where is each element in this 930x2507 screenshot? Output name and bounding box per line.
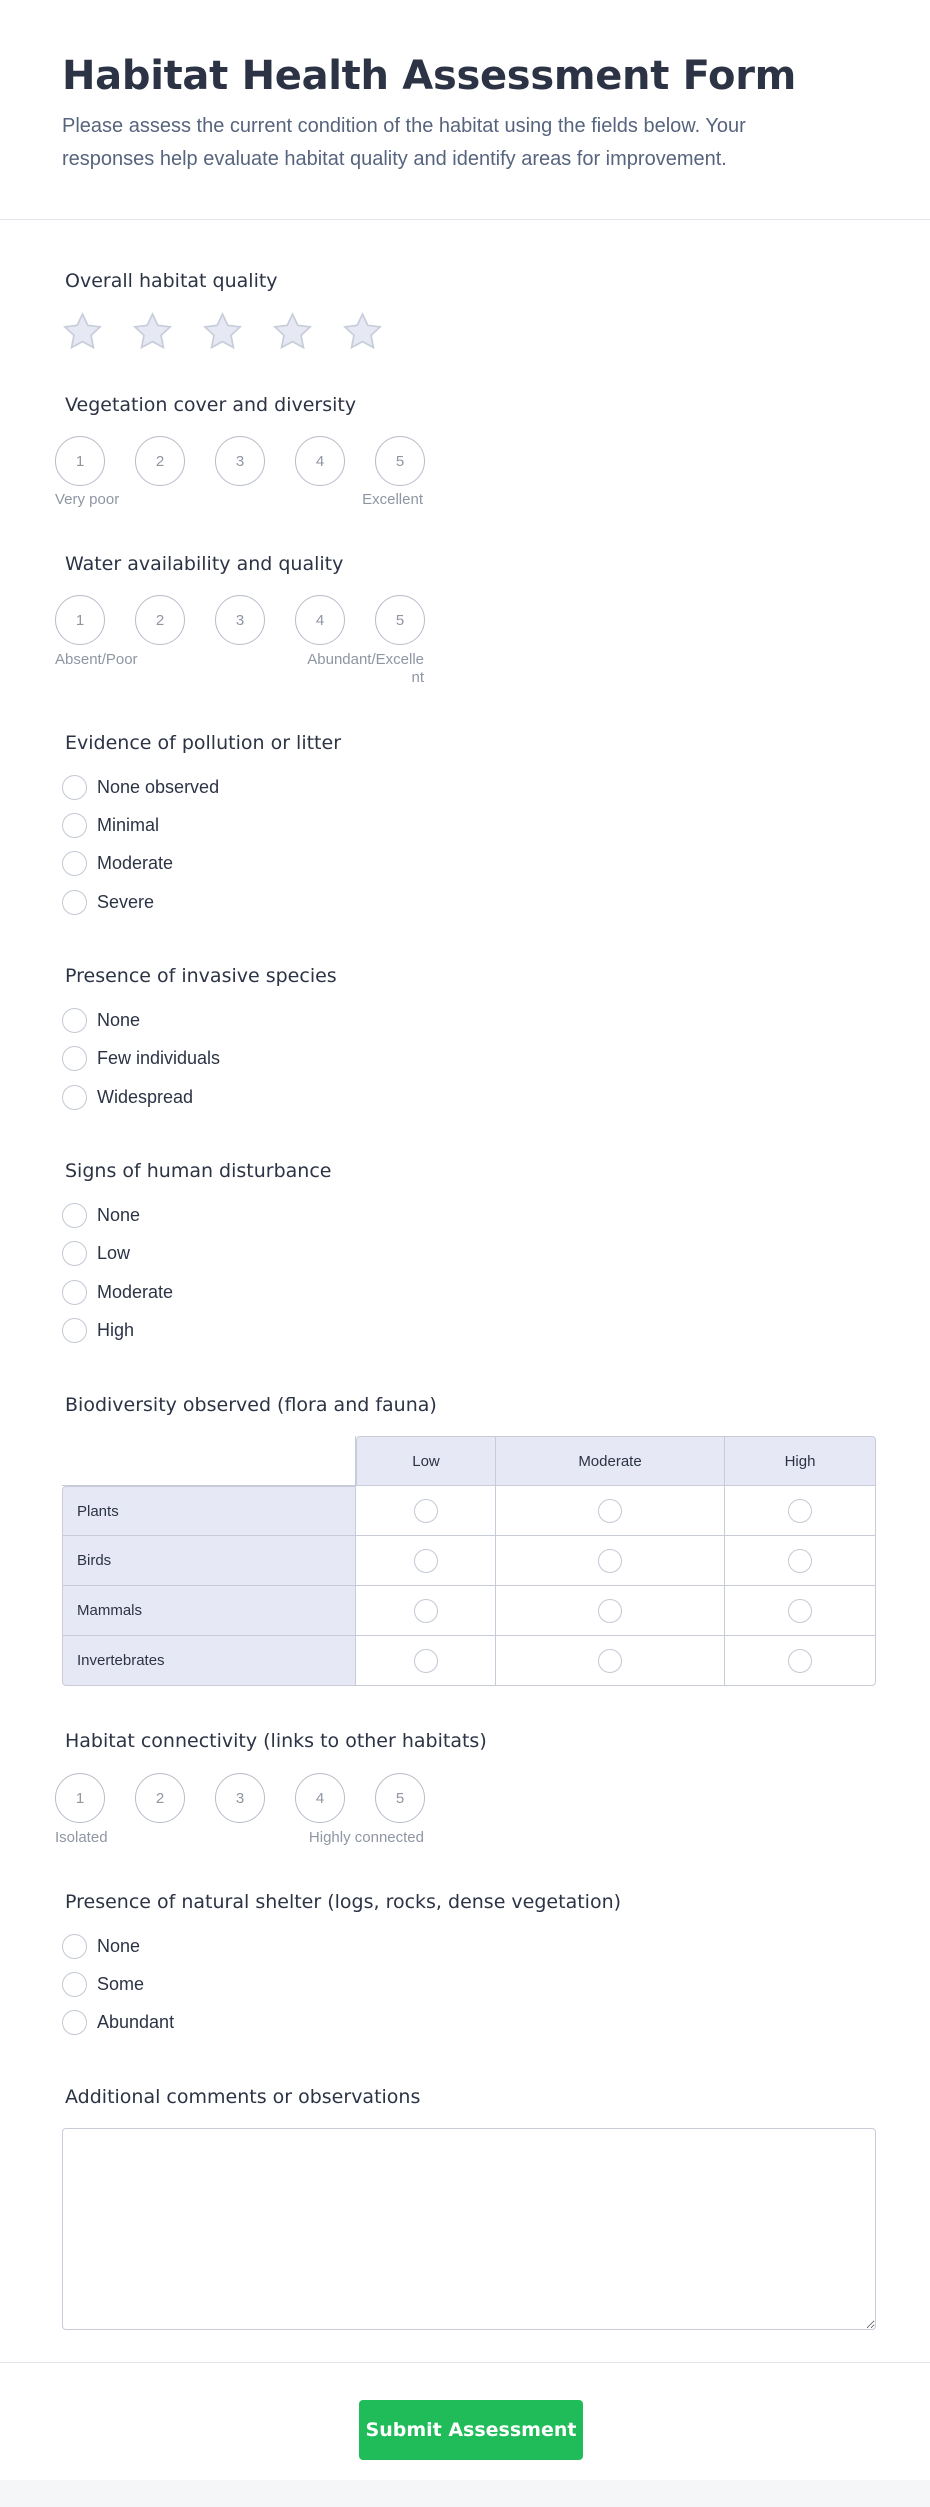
radio-label: None observed bbox=[97, 777, 220, 797]
star-icon[interactable] bbox=[202, 311, 243, 352]
matrix-corner bbox=[62, 1436, 356, 1486]
submit-button[interactable]: Submit Assessment bbox=[359, 2400, 583, 2460]
radio-label: Few individuals bbox=[97, 1048, 221, 1068]
radio-button[interactable] bbox=[62, 1318, 87, 1343]
matrix-radio[interactable] bbox=[414, 1599, 438, 1623]
matrix-radio[interactable] bbox=[788, 1549, 812, 1573]
radio-button[interactable] bbox=[62, 775, 87, 800]
matrix-radio[interactable] bbox=[414, 1549, 438, 1573]
radio-option[interactable] bbox=[62, 1008, 140, 1033]
radio-option[interactable] bbox=[62, 890, 154, 915]
comments-textarea[interactable] bbox=[62, 2128, 876, 2330]
scale-option-3[interactable]: 3 bbox=[215, 595, 265, 645]
matrix-radio[interactable] bbox=[414, 1649, 438, 1673]
radio-label: None bbox=[97, 1010, 141, 1030]
matrix-row bbox=[62, 1486, 876, 1536]
radio-button[interactable] bbox=[62, 1046, 87, 1071]
scale-min-caption: Isolated bbox=[55, 1829, 108, 1846]
radio-option[interactable] bbox=[62, 1972, 144, 1997]
radio-option[interactable] bbox=[62, 851, 173, 876]
radio-label: Widespread bbox=[97, 1087, 194, 1107]
question-label-water: Water availability and quality bbox=[65, 553, 344, 575]
star-rating bbox=[62, 311, 383, 352]
scale-option-1[interactable]: 1 bbox=[55, 436, 105, 486]
radio-button[interactable] bbox=[62, 813, 87, 838]
radio-label: Minimal bbox=[97, 815, 160, 835]
radio-button[interactable] bbox=[62, 1972, 87, 1997]
matrix-row-header: Plants bbox=[62, 1486, 356, 1536]
footer-bar bbox=[0, 2480, 930, 2507]
radio-option[interactable] bbox=[62, 775, 219, 800]
radio-button[interactable] bbox=[62, 2010, 87, 2035]
scale-option-1[interactable]: 1 bbox=[55, 595, 105, 645]
radio-option[interactable] bbox=[62, 1085, 193, 1110]
radio-button[interactable] bbox=[62, 851, 87, 876]
question-label-shelter: Presence of natural shelter (logs, rocks, dense vegetation) bbox=[65, 1891, 622, 1913]
radio-button[interactable] bbox=[62, 1934, 87, 1959]
radio-label: High bbox=[97, 1320, 135, 1340]
radio-label: Severe bbox=[97, 892, 155, 912]
question-label-biodiversity: Biodiversity observed (flora and fauna) bbox=[65, 1394, 437, 1416]
matrix-row-header: Birds bbox=[62, 1536, 356, 1586]
radio-option[interactable] bbox=[62, 1046, 220, 1071]
star-icon[interactable] bbox=[342, 311, 383, 352]
radio-option[interactable] bbox=[62, 1241, 130, 1266]
matrix-row-header: Mammals bbox=[62, 1586, 356, 1636]
radio-label: Moderate bbox=[97, 853, 174, 873]
scale-max-caption: Highly connected bbox=[308, 1829, 424, 1846]
scale-water bbox=[55, 595, 425, 645]
page-subtitle: Please assess the current condition of the habitat using the fields below. Your responses help evaluate habitat quality and identify areas for improvement. bbox=[62, 115, 746, 170]
star-icon[interactable] bbox=[272, 311, 313, 352]
form-header bbox=[0, 0, 930, 220]
matrix-column-header: High bbox=[725, 1436, 876, 1486]
scale-option-2[interactable]: 2 bbox=[135, 1773, 185, 1823]
radio-label: Abundant bbox=[97, 2012, 175, 2032]
scale-option-4[interactable]: 4 bbox=[295, 1773, 345, 1823]
radio-label: None bbox=[97, 1936, 141, 1956]
question-label-invasive: Presence of invasive species bbox=[65, 965, 337, 987]
radio-button[interactable] bbox=[62, 1280, 87, 1305]
question-label-comments: Additional comments or observations bbox=[65, 2086, 421, 2108]
radio-button[interactable] bbox=[62, 1203, 87, 1228]
matrix-radio[interactable] bbox=[598, 1499, 622, 1523]
scale-min-caption: Very poor bbox=[55, 491, 120, 508]
scale-max-caption-wrap: nt bbox=[411, 669, 424, 686]
matrix-radio[interactable] bbox=[788, 1499, 812, 1523]
matrix-column-header: Low bbox=[356, 1436, 496, 1486]
footer-divider bbox=[0, 2362, 930, 2363]
radio-option[interactable] bbox=[62, 1934, 140, 1959]
scale-option-1[interactable]: 1 bbox=[55, 1773, 105, 1823]
scale-option-4[interactable]: 4 bbox=[295, 595, 345, 645]
radio-label: Moderate bbox=[97, 1282, 174, 1302]
matrix-row bbox=[62, 1586, 876, 1636]
radio-label: Some bbox=[97, 1974, 145, 1994]
radio-button[interactable] bbox=[62, 890, 87, 915]
matrix-row bbox=[62, 1636, 876, 1686]
matrix-radio[interactable] bbox=[598, 1599, 622, 1623]
matrix-radio[interactable] bbox=[788, 1599, 812, 1623]
matrix-column-header: Moderate bbox=[496, 1436, 725, 1486]
matrix-row bbox=[62, 1536, 876, 1586]
page-title: Habitat Health Assessment Form bbox=[62, 53, 797, 99]
radio-option[interactable] bbox=[62, 1203, 140, 1228]
question-label-pollution: Evidence of pollution or litter bbox=[65, 732, 342, 754]
radio-option[interactable] bbox=[62, 1280, 173, 1305]
scale-vegetation bbox=[55, 436, 425, 486]
scale-option-2[interactable]: 2 bbox=[135, 436, 185, 486]
radio-button[interactable] bbox=[62, 1085, 87, 1110]
question-label-quality: Overall habitat quality bbox=[65, 270, 278, 292]
scale-option-5[interactable]: 5 bbox=[375, 436, 425, 486]
scale-option-5[interactable]: 5 bbox=[375, 1773, 425, 1823]
scale-max-caption: Abundant/Excelle bbox=[307, 651, 424, 668]
radio-button[interactable] bbox=[62, 1008, 87, 1033]
matrix-radio[interactable] bbox=[788, 1649, 812, 1673]
question-label-disturbance: Signs of human disturbance bbox=[65, 1160, 332, 1182]
radio-button[interactable] bbox=[62, 1241, 87, 1266]
radio-label: None bbox=[97, 1205, 141, 1225]
scale-connectivity bbox=[55, 1773, 425, 1823]
scale-option-5[interactable]: 5 bbox=[375, 595, 425, 645]
radio-option[interactable] bbox=[62, 2010, 174, 2035]
question-label-connectivity: Habitat connectivity (links to other habitats) bbox=[65, 1730, 487, 1752]
question-label-vegetation: Vegetation cover and diversity bbox=[65, 394, 357, 416]
radio-label: Low bbox=[97, 1243, 131, 1263]
matrix-radio[interactable] bbox=[598, 1549, 622, 1573]
scale-option-4[interactable]: 4 bbox=[295, 436, 345, 486]
matrix-radio[interactable] bbox=[598, 1649, 622, 1673]
radio-option[interactable] bbox=[62, 1318, 134, 1343]
matrix-radio[interactable] bbox=[414, 1499, 438, 1523]
radio-option[interactable] bbox=[62, 813, 159, 838]
scale-max-caption: Excellent bbox=[362, 491, 423, 508]
biodiversity-matrix bbox=[62, 1436, 876, 1686]
scale-min-caption: Absent/Poor bbox=[55, 651, 138, 668]
scale-option-3[interactable]: 3 bbox=[215, 1773, 265, 1823]
matrix-row-header: Invertebrates bbox=[62, 1636, 356, 1686]
star-icon[interactable] bbox=[62, 311, 103, 352]
star-icon[interactable] bbox=[132, 311, 173, 352]
scale-option-3[interactable]: 3 bbox=[215, 436, 265, 486]
scale-option-2[interactable]: 2 bbox=[135, 595, 185, 645]
